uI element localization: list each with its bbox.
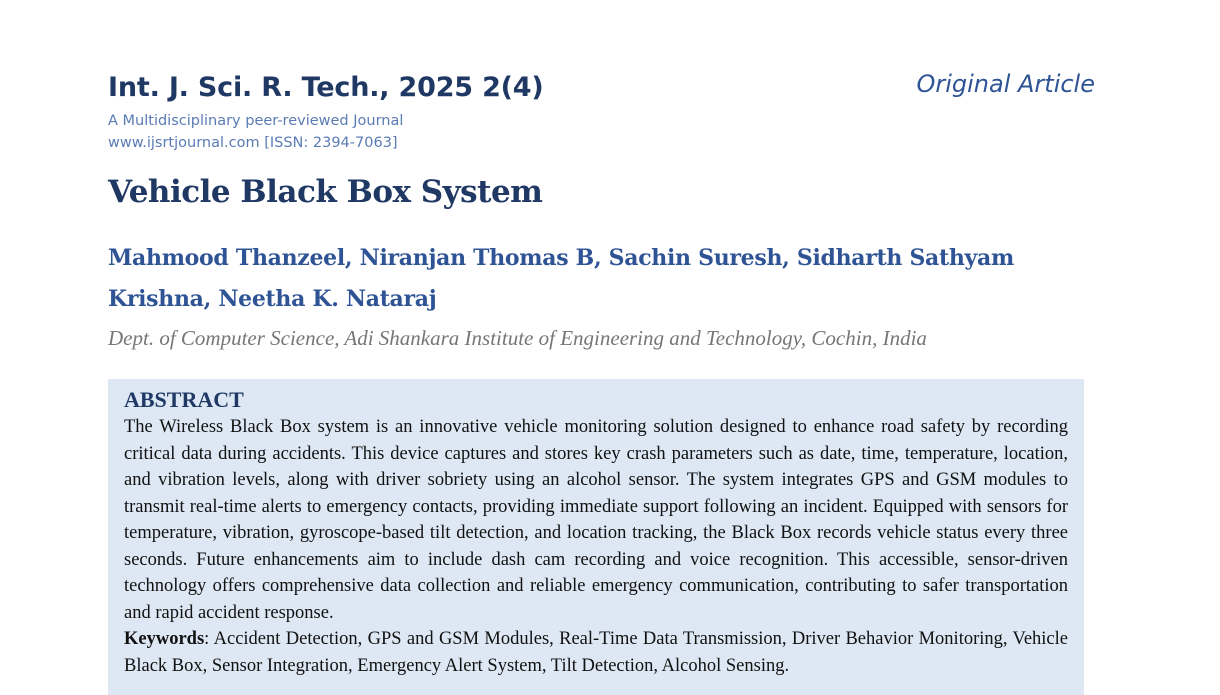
- abstract-body: The Wireless Black Box system is an innovative vehicle monitoring solution designed to enhance road safety by recording critical data during accidents. This device captures and stores key crash parameters such as date, time, temperature, location, and vibration levels, along with driver sobriety using an alcohol sensor. The system integrates GPS and GSM modules to transmit real-time alerts to emergency contacts, providing immediate support following an incident. Equipped with sensors for temperature, vibration, gyroscope-based tilt detection, and location tracking, the Black Box records vehicle status every three seconds. Future enhancements aim to include dash cam recording and voice recognition. This accessible, sensor-driven technology offers comprehensive data collection and reliable emergency communication, contributing to safer transportation and rapid accident response.: [124, 417, 1068, 623]
- paper-title: Vehicle Black Box System: [108, 174, 543, 210]
- author-affiliation: Dept. of Computer Science, Adi Shankara Institute of Engineering and Technology, Cochin, India: [108, 326, 927, 350]
- journal-website-issn: www.ijsrtjournal.com [ISSN: 2394-7063]: [108, 135, 398, 151]
- abstract-section: [108, 379, 1084, 695]
- abstract-heading: ABSTRACT: [124, 387, 244, 412]
- keywords-line: [124, 626, 1068, 679]
- keywords-list: : Accident Detection, GPS and GSM Modules, Real-Time Data Transmission, Driver Behavior Monitoring, Vehicle Black Box, Sensor Integration, Emergency Alert System, Tilt Detection, Alcohol Sensing.: [124, 629, 1068, 676]
- author-list: Mahmood Thanzeel, Niranjan Thomas B, Sachin Suresh, Sidharth Sathyam Krishna, Neetha K. Nataraj: [108, 245, 1014, 312]
- article-type-label: Original Article: [916, 70, 1095, 98]
- keywords-label: Keywords: [124, 629, 205, 649]
- journal-title: Int. J. Sci. R. Tech., 2025 2(4): [108, 72, 544, 103]
- journal-tagline: A Multidisciplinary peer-reviewed Journal: [108, 113, 404, 129]
